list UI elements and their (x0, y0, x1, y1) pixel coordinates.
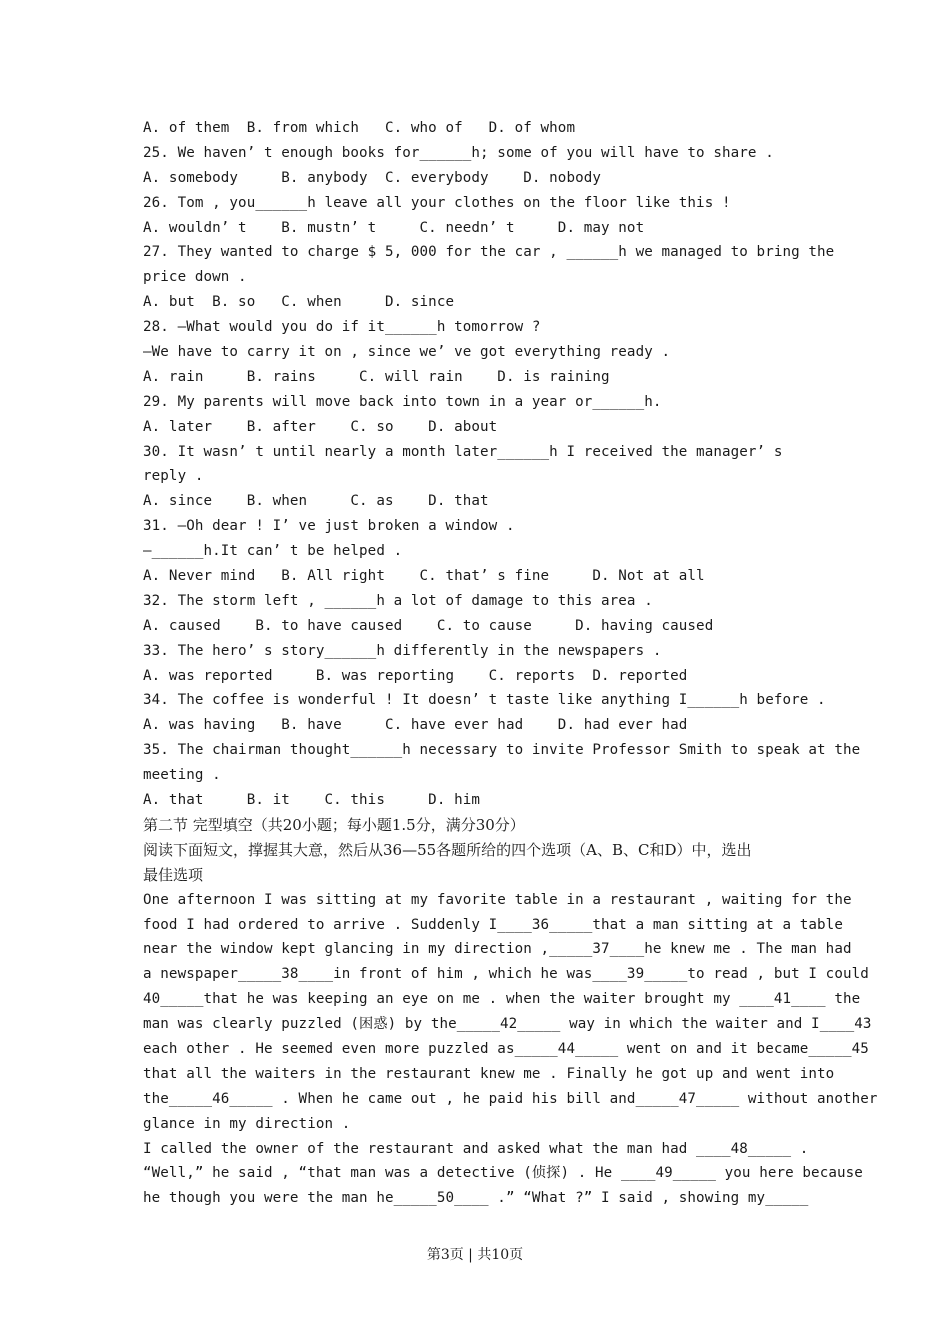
question-35-cont: meeting . (143, 767, 221, 784)
options-35: A. that B. it C. this D. him (143, 792, 481, 809)
passage-line: “Well,” he said , “that man was a detective (侦探) . He ____49_____ you here because (143, 1165, 863, 1182)
options-32: A. caused B. to have caused C. to cause D. having caused (143, 617, 714, 634)
section-heading: 第二节 完型填空（共20小题；每小题1.5分，满分30分） (143, 815, 525, 834)
page-footer: 第3页 | 共10页 (426, 1247, 524, 1263)
section-instructions-cont: 最佳选项 (143, 865, 204, 884)
options-26: A. wouldn’ t B. mustn’ t C. needn’ t D. may not (143, 219, 645, 236)
question-30-cont: reply . (143, 468, 204, 485)
question-32: 32. The storm left , ______h a lot of damage to this area . (143, 592, 653, 609)
passage-line: One afternoon I was sitting at my favorite table in a restaurant , waiting for the (143, 891, 852, 908)
options-25: A. somebody B. anybody C. everybody D. nobody (143, 169, 602, 186)
passage-line: near the window kept glancing in my direction ,_____37____he knew me . The man had (143, 941, 852, 958)
passage-line: he though you were the man he_____50____ .” “What ?” I said , showing my_____ (143, 1190, 809, 1207)
question-33: 33. The hero’ s story______h differently in the newspapers . (143, 642, 662, 659)
passage-line: that all the waiters in the restaurant knew me . Finally he got up and went into (143, 1065, 835, 1082)
passage-line: glance in my direction . (143, 1115, 351, 1132)
question-34: 34. The coffee is wonderful ! It doesn’ t taste like anything I______h before . (143, 692, 826, 709)
options-27: A. but B. so C. when D. since (143, 294, 455, 311)
question-25: 25. We haven’ t enough books for______h; some of you will have to share . (143, 144, 774, 161)
question-35: 35. The chairman thought______h necessary to invite Professor Smith to speak at the (143, 742, 861, 759)
passage-line: 40_____that he was keeping an eye on me . when the waiter brought my ____41____ the (143, 991, 861, 1008)
options-30: A. since B. when C. as D. that (143, 493, 489, 510)
passage-line: the_____46_____ . When he came out , he paid his bill and_____47_____ without another (143, 1090, 878, 1107)
passage-line: man was clearly puzzled (困惑) by the_____42_____ way in which the waiter and I____43 (143, 1016, 872, 1033)
question-31-reply: —______h.It can’ t be helped . (143, 543, 403, 560)
question-29: 29. My parents will move back into town in a year or______h. (143, 393, 662, 410)
passage-line: food I had ordered to arrive . Suddenly I____36_____that a man sitting at a table (143, 916, 843, 933)
question-30: 30. It wasn’ t until nearly a month later______h I received the manager’ s (143, 443, 783, 460)
options-34: A. was having B. have C. have ever had D. had ever had (143, 717, 688, 734)
question-27-cont: price down . (143, 269, 247, 286)
options-29: A. later B. after C. so D. about (143, 418, 498, 435)
options-28: A. rain B. rains C. will rain D. is raining (143, 368, 610, 385)
options-31: A. Never mind B. All right C. that’ s fine D. Not at all (143, 568, 705, 585)
passage-line: I called the owner of the restaurant and asked what the man had ____48_____ . (143, 1140, 809, 1157)
page-content (143, 116, 878, 1211)
text-line: A. of them B. from which C. who of D. of whom (143, 120, 576, 136)
question-31: 31. —Oh dear ! I’ ve just broken a window . (143, 518, 515, 535)
passage-line: each other . He seemed even more puzzled as_____44_____ went on and it became_____45 (143, 1040, 869, 1057)
section-instructions: 阅读下面短文，撑握其大意，然后从36—55各题所给的四个选项（A、B、C和D）中，选出 (143, 840, 752, 859)
passage-line: a newspaper_____38____in front of him , which he was____39_____to read , but I could (143, 966, 869, 983)
question-26: 26. Tom , you______h leave all your clothes on the floor like this ! (143, 194, 731, 211)
question-28-reply: —We have to carry it on , since we’ ve got everything ready . (143, 344, 671, 361)
options-33: A. was reported B. was reporting C. reports D. reported (143, 667, 688, 684)
question-28: 28. —What would you do if it______h tomorrow ? (143, 319, 541, 336)
question-27: 27. They wanted to charge $ 5, 000 for the car , ______h we managed to bring the (143, 244, 835, 261)
